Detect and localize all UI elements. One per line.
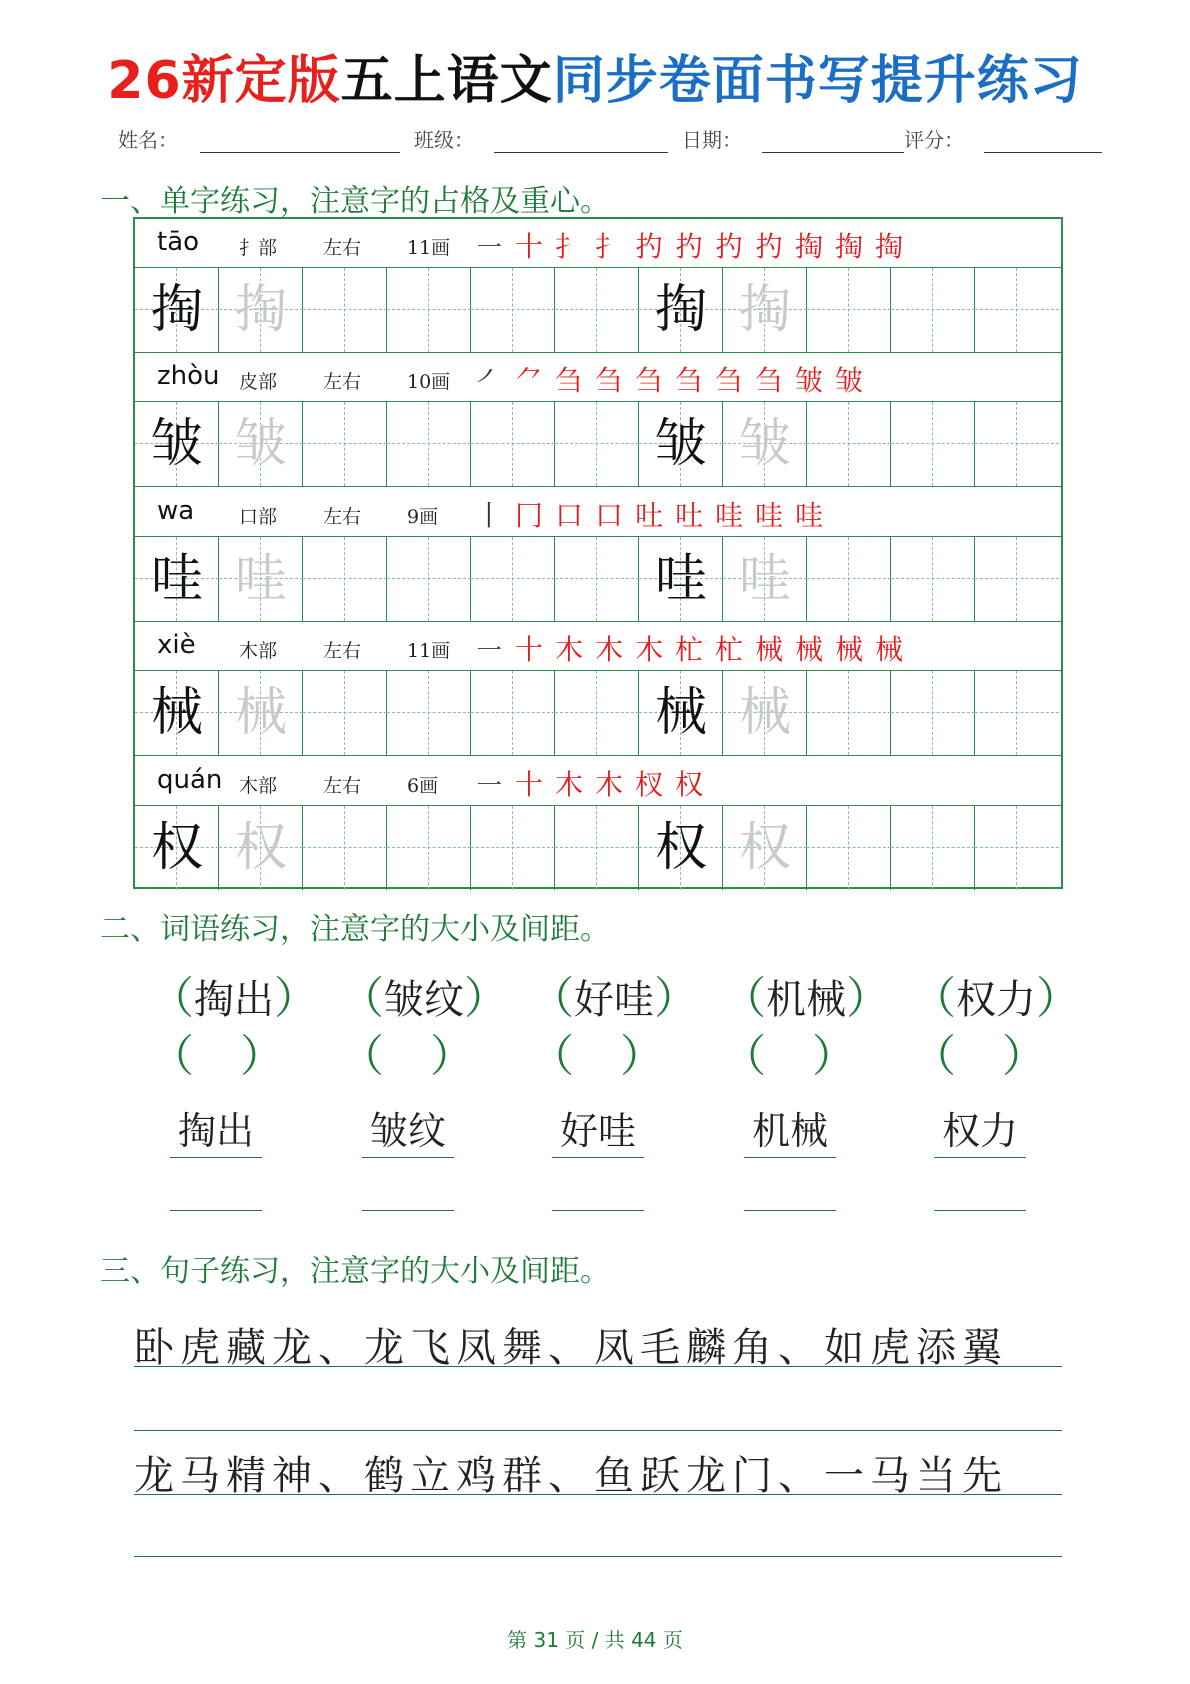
trace-character: 械 bbox=[738, 683, 791, 743]
class-label: 班级： bbox=[414, 128, 474, 152]
guide-line bbox=[344, 806, 345, 890]
guide-line bbox=[932, 671, 933, 755]
guide-line bbox=[555, 309, 639, 310]
tianzige-cell[interactable] bbox=[471, 268, 555, 352]
tianzige-cell[interactable] bbox=[471, 671, 555, 755]
stroke-step: 十 bbox=[515, 230, 556, 263]
stroke-step: 刍 bbox=[675, 364, 716, 397]
tianzige-cell[interactable] bbox=[387, 671, 471, 755]
pinyin: xiè bbox=[157, 630, 196, 660]
model-character: 哇 bbox=[150, 549, 203, 609]
title-part-red: 26新定版 bbox=[107, 51, 341, 111]
stroke-step: 扚 bbox=[715, 230, 756, 263]
guide-line bbox=[891, 309, 975, 310]
pinyin-answer-box[interactable] bbox=[722, 1020, 862, 1084]
guide-line bbox=[428, 671, 429, 755]
tianzige-cell[interactable] bbox=[135, 806, 219, 890]
guide-line bbox=[512, 671, 513, 755]
stroke-order bbox=[475, 628, 915, 668]
tianzige-cell[interactable] bbox=[135, 402, 219, 486]
stroke-step: 刍 bbox=[595, 364, 636, 397]
trace-character: 权 bbox=[234, 818, 287, 878]
tianzige-cell[interactable] bbox=[975, 402, 1059, 486]
guide-line bbox=[344, 268, 345, 352]
paren-close: ） bbox=[812, 1031, 856, 1082]
stroke-step: 刍 bbox=[635, 364, 676, 397]
guide-line bbox=[891, 712, 975, 713]
trace-character: 皱 bbox=[738, 414, 791, 474]
paren-close: ） bbox=[654, 973, 698, 1024]
stroke-step: 杧 bbox=[675, 633, 716, 666]
stroke-step: 木 bbox=[555, 768, 596, 801]
guide-line bbox=[303, 578, 387, 579]
tianzige-cell[interactable] bbox=[303, 402, 387, 486]
guide-line bbox=[303, 309, 387, 310]
stroke-order bbox=[475, 225, 915, 265]
char-info-band bbox=[135, 353, 1061, 402]
structure: 左右 bbox=[323, 775, 362, 797]
char-practice-row bbox=[135, 671, 1061, 756]
model-character: 掏 bbox=[654, 280, 707, 340]
stroke-order bbox=[475, 494, 835, 534]
guide-line bbox=[932, 402, 933, 486]
guide-line bbox=[428, 537, 429, 621]
guide-line bbox=[471, 578, 555, 579]
guide-line bbox=[848, 671, 849, 755]
sentence-1: 卧虎藏龙、龙飞凤舞、凤毛麟角、如虎添翼 bbox=[134, 1325, 1008, 1371]
stroke-step: 丨 bbox=[475, 499, 516, 532]
tianzige-cell[interactable] bbox=[639, 537, 723, 621]
guide-line bbox=[471, 847, 555, 848]
paren-open: （ bbox=[722, 973, 766, 1024]
guide-line bbox=[428, 402, 429, 486]
tianzige-cell[interactable] bbox=[723, 268, 807, 352]
tianzige-cell[interactable] bbox=[219, 671, 303, 755]
tianzige-cell[interactable] bbox=[723, 402, 807, 486]
tianzige-cell[interactable] bbox=[639, 671, 723, 755]
char-info-band bbox=[135, 622, 1061, 671]
guide-line bbox=[387, 443, 471, 444]
paren-close: ） bbox=[846, 973, 890, 1024]
guide-line bbox=[471, 443, 555, 444]
tianzige-cell[interactable] bbox=[975, 268, 1059, 352]
tianzige-cell[interactable] bbox=[555, 806, 639, 890]
tianzige-cell[interactable] bbox=[639, 402, 723, 486]
paren-close: ） bbox=[464, 973, 508, 1024]
tianzige-cell[interactable] bbox=[471, 402, 555, 486]
guide-line bbox=[807, 847, 891, 848]
word-writing-line[interactable] bbox=[170, 1210, 262, 1211]
stroke-step: 杈 bbox=[635, 768, 676, 801]
pinyin: tāo bbox=[157, 227, 200, 257]
guide-line bbox=[807, 578, 891, 579]
stroke-step: 械 bbox=[755, 633, 796, 666]
stroke-step: 刍 bbox=[555, 364, 596, 397]
stroke-step: 械 bbox=[875, 633, 916, 666]
guide-line bbox=[596, 671, 597, 755]
stroke-step: 刍 bbox=[715, 364, 756, 397]
tianzige-cell[interactable] bbox=[387, 268, 471, 352]
tianzige-cell[interactable] bbox=[639, 806, 723, 890]
trace-character: 哇 bbox=[738, 549, 791, 609]
name-label: 姓名： bbox=[118, 128, 178, 152]
guide-line bbox=[303, 847, 387, 848]
guide-line bbox=[848, 806, 849, 890]
word-writing-line[interactable] bbox=[362, 1210, 454, 1211]
guide-line bbox=[932, 268, 933, 352]
tianzige-cell[interactable] bbox=[219, 268, 303, 352]
pinyin-answer-box[interactable] bbox=[340, 1020, 480, 1084]
name-field[interactable] bbox=[200, 152, 400, 153]
stroke-step: ㇐ bbox=[475, 633, 516, 666]
section1-title: 一、单字练习，注意字的占格及重心。 bbox=[100, 184, 610, 219]
char-info-band bbox=[135, 488, 1061, 537]
tianzige-cell[interactable] bbox=[807, 402, 891, 486]
section3-title: 三、句子练习，注意字的大小及间距。 bbox=[100, 1254, 610, 1289]
stroke-step: ㇒ bbox=[475, 364, 516, 397]
stroke-step: 木 bbox=[635, 633, 676, 666]
stroke-step: 扚 bbox=[635, 230, 676, 263]
structure: 左右 bbox=[323, 506, 362, 528]
radical: 木部 bbox=[239, 775, 278, 797]
structure: 左右 bbox=[323, 371, 362, 393]
guide-line bbox=[428, 268, 429, 352]
stroke-step: 权 bbox=[675, 768, 716, 801]
char-practice-row bbox=[135, 402, 1061, 487]
guide-line bbox=[596, 806, 597, 890]
tianzige-cell[interactable] bbox=[975, 671, 1059, 755]
model-word: 掏出 bbox=[170, 1100, 262, 1158]
guide-line bbox=[344, 537, 345, 621]
stroke-step: 杧 bbox=[715, 633, 756, 666]
word-with-pinyin-box bbox=[912, 962, 1080, 1026]
guide-line bbox=[1016, 806, 1017, 890]
guide-line bbox=[303, 443, 387, 444]
strokes-count: 6画 bbox=[407, 775, 439, 797]
page-title bbox=[0, 38, 1190, 113]
date-label: 日期： bbox=[682, 128, 742, 152]
tianzige-cell[interactable] bbox=[555, 402, 639, 486]
model-word: 权力 bbox=[934, 1100, 1026, 1158]
paren-close: ） bbox=[274, 973, 318, 1024]
paren-open: （ bbox=[340, 1031, 384, 1082]
stroke-order bbox=[475, 359, 875, 399]
word-with-pinyin-box bbox=[150, 962, 318, 1026]
word-with-pinyin-box bbox=[530, 962, 698, 1026]
sentence-2: 龙马精神、鹤立鸡群、鱼跃龙门、一马当先 bbox=[134, 1453, 1008, 1499]
stroke-step: ⺈ bbox=[515, 364, 556, 397]
tianzige-cell[interactable] bbox=[891, 268, 975, 352]
word-text: 好哇 bbox=[574, 977, 654, 1023]
guide-line bbox=[428, 806, 429, 890]
pinyin: wa bbox=[157, 496, 195, 526]
pinyin-answer-box[interactable] bbox=[530, 1020, 670, 1084]
strokes-count: 11画 bbox=[407, 237, 451, 259]
guide-line bbox=[303, 712, 387, 713]
tianzige-cell[interactable] bbox=[135, 671, 219, 755]
guide-line bbox=[975, 578, 1059, 579]
stroke-step: 十 bbox=[515, 633, 556, 666]
strokes-count: 11画 bbox=[407, 640, 451, 662]
pinyin-answer-box[interactable] bbox=[150, 1020, 290, 1084]
word-text: 掏出 bbox=[194, 977, 274, 1023]
word-text: 机械 bbox=[766, 977, 846, 1023]
model-word: 皱纹 bbox=[362, 1100, 454, 1158]
tianzige-cell[interactable] bbox=[807, 806, 891, 890]
stroke-step: 扚 bbox=[755, 230, 796, 263]
model-character: 械 bbox=[150, 683, 203, 743]
tianzige-cell[interactable] bbox=[723, 806, 807, 890]
tianzige-cell[interactable] bbox=[723, 537, 807, 621]
guide-line bbox=[344, 671, 345, 755]
model-character: 权 bbox=[654, 818, 707, 878]
pinyin: quán bbox=[157, 765, 223, 795]
tianzige-cell[interactable] bbox=[303, 537, 387, 621]
structure: 左右 bbox=[323, 640, 362, 662]
stroke-step: 吐 bbox=[635, 499, 676, 532]
stroke-step: 刍 bbox=[755, 364, 796, 397]
tianzige-cell[interactable] bbox=[891, 671, 975, 755]
word-with-pinyin-box bbox=[340, 962, 508, 1026]
tianzige-cell[interactable] bbox=[723, 671, 807, 755]
guide-line bbox=[387, 847, 471, 848]
char-practice-row bbox=[135, 806, 1061, 890]
model-word: 机械 bbox=[744, 1100, 836, 1158]
guide-line bbox=[555, 712, 639, 713]
tianzige-cell[interactable] bbox=[975, 537, 1059, 621]
structure: 左右 bbox=[323, 237, 362, 259]
guide-line bbox=[596, 537, 597, 621]
guide-line bbox=[555, 443, 639, 444]
paren-close: ） bbox=[620, 1031, 664, 1082]
stroke-step: ㇐ bbox=[475, 230, 516, 263]
trace-character: 权 bbox=[738, 818, 791, 878]
model-character: 哇 bbox=[654, 549, 707, 609]
paren-open: （ bbox=[530, 1031, 574, 1082]
guide-line bbox=[1016, 402, 1017, 486]
strokes-count: 9画 bbox=[407, 506, 439, 528]
guide-line bbox=[596, 402, 597, 486]
model-character: 械 bbox=[654, 683, 707, 743]
sentence-1-practice-line[interactable] bbox=[134, 1430, 1062, 1431]
sentence-2-practice-line[interactable] bbox=[134, 1556, 1062, 1557]
stroke-step: 哇 bbox=[755, 499, 796, 532]
model-character: 皱 bbox=[150, 414, 203, 474]
tianzige-cell[interactable] bbox=[807, 671, 891, 755]
pinyin-answer-box[interactable] bbox=[912, 1020, 1052, 1084]
guide-line bbox=[975, 443, 1059, 444]
guide-line bbox=[1016, 537, 1017, 621]
word-writing-line[interactable] bbox=[934, 1210, 1026, 1211]
guide-line bbox=[975, 309, 1059, 310]
tianzige-cell[interactable] bbox=[219, 806, 303, 890]
tianzige-cell[interactable] bbox=[471, 537, 555, 621]
guide-line bbox=[807, 443, 891, 444]
stroke-step: 十 bbox=[515, 768, 556, 801]
trace-character: 掏 bbox=[738, 280, 791, 340]
guide-line bbox=[512, 806, 513, 890]
radical: 扌部 bbox=[239, 237, 278, 259]
stroke-step: 冂 bbox=[515, 499, 556, 532]
tianzige-cell[interactable] bbox=[303, 671, 387, 755]
sentence-2-underline bbox=[134, 1494, 1062, 1495]
guide-line bbox=[975, 847, 1059, 848]
paren-open: （ bbox=[150, 1031, 194, 1082]
model-character: 掏 bbox=[150, 280, 203, 340]
paren-open: （ bbox=[722, 1031, 766, 1082]
guide-line bbox=[848, 268, 849, 352]
tianzige-cell[interactable] bbox=[807, 268, 891, 352]
score-label: 评分： bbox=[904, 128, 964, 152]
tianzige-cell[interactable] bbox=[387, 402, 471, 486]
guide-line bbox=[344, 402, 345, 486]
stroke-step: 哇 bbox=[795, 499, 836, 532]
word-writing-line[interactable] bbox=[552, 1210, 644, 1211]
paren-close: ） bbox=[430, 1031, 474, 1082]
guide-line bbox=[807, 712, 891, 713]
radical: 皮部 bbox=[239, 371, 278, 393]
title-part-blue: 同步卷面书写提升练习 bbox=[552, 51, 1083, 111]
trace-character: 哇 bbox=[234, 549, 287, 609]
stroke-step: 哇 bbox=[715, 499, 756, 532]
stroke-step: 掏 bbox=[835, 230, 876, 263]
stroke-step: 口 bbox=[555, 499, 596, 532]
tianzige-cell[interactable] bbox=[303, 268, 387, 352]
guide-line bbox=[387, 309, 471, 310]
guide-line bbox=[1016, 671, 1017, 755]
tianzige-cell[interactable] bbox=[471, 806, 555, 890]
class-field[interactable] bbox=[494, 152, 668, 153]
guide-line bbox=[975, 712, 1059, 713]
tianzige-cell[interactable] bbox=[387, 806, 471, 890]
tianzige-cell[interactable] bbox=[219, 537, 303, 621]
trace-character: 械 bbox=[234, 683, 287, 743]
guide-line bbox=[932, 537, 933, 621]
sentence-1-underline bbox=[134, 1366, 1062, 1367]
tianzige-cell[interactable] bbox=[555, 671, 639, 755]
title-part-black: 五上语文 bbox=[340, 51, 553, 111]
word-with-pinyin-box bbox=[722, 962, 890, 1026]
tianzige-cell[interactable] bbox=[135, 537, 219, 621]
stroke-step: 掏 bbox=[875, 230, 916, 263]
guide-line bbox=[1016, 268, 1017, 352]
stroke-step: 木 bbox=[595, 768, 636, 801]
pinyin: zhòu bbox=[157, 361, 220, 391]
word-text: 权力 bbox=[956, 977, 1036, 1023]
paren-close: ） bbox=[1036, 973, 1080, 1024]
guide-line bbox=[891, 847, 975, 848]
radical: 木部 bbox=[239, 640, 278, 662]
char-practice-row bbox=[135, 537, 1061, 622]
word-text: 皱纹 bbox=[384, 977, 464, 1023]
radical: 口部 bbox=[239, 506, 278, 528]
tianzige-cell[interactable] bbox=[303, 806, 387, 890]
paren-open: （ bbox=[530, 973, 574, 1024]
stroke-step: 械 bbox=[795, 633, 836, 666]
paren-open: （ bbox=[340, 973, 384, 1024]
guide-line bbox=[512, 268, 513, 352]
word-writing-line[interactable] bbox=[744, 1210, 836, 1211]
char-practice-row bbox=[135, 268, 1061, 353]
char-info-band bbox=[135, 219, 1061, 268]
guide-line bbox=[512, 402, 513, 486]
stroke-step: 械 bbox=[835, 633, 876, 666]
stroke-step: 木 bbox=[555, 633, 596, 666]
guide-line bbox=[387, 712, 471, 713]
tianzige-cell[interactable] bbox=[387, 537, 471, 621]
strokes-count: 10画 bbox=[407, 371, 451, 393]
model-word: 好哇 bbox=[552, 1100, 644, 1158]
paren-close: ） bbox=[240, 1031, 284, 1082]
tianzige-cell[interactable] bbox=[219, 402, 303, 486]
page-footer: 第 31 页 / 共 44 页 bbox=[507, 1628, 683, 1652]
stroke-step: 木 bbox=[595, 633, 636, 666]
guide-line bbox=[387, 578, 471, 579]
guide-line bbox=[848, 537, 849, 621]
section2-title: 二、词语练习，注意字的大小及间距。 bbox=[100, 912, 610, 947]
paren-open: （ bbox=[150, 973, 194, 1024]
tianzige-cell[interactable] bbox=[555, 268, 639, 352]
guide-line bbox=[932, 806, 933, 890]
stroke-step: 扌 bbox=[555, 230, 596, 263]
char-info-band bbox=[135, 757, 1061, 806]
guide-line bbox=[512, 537, 513, 621]
model-character: 权 bbox=[150, 818, 203, 878]
score-field[interactable] bbox=[984, 152, 1102, 153]
stroke-order bbox=[475, 763, 715, 803]
guide-line bbox=[555, 847, 639, 848]
stroke-step: 扌 bbox=[595, 230, 636, 263]
guide-line bbox=[555, 578, 639, 579]
tianzige-cell[interactable] bbox=[975, 806, 1059, 890]
stroke-step: 皱 bbox=[795, 364, 836, 397]
stroke-step: 掏 bbox=[795, 230, 836, 263]
paren-open: （ bbox=[912, 973, 956, 1024]
tianzige-cell[interactable] bbox=[807, 537, 891, 621]
guide-line bbox=[807, 309, 891, 310]
model-character: 皱 bbox=[654, 414, 707, 474]
tianzige-cell[interactable] bbox=[639, 268, 723, 352]
stroke-step: 口 bbox=[595, 499, 636, 532]
stroke-step: 皱 bbox=[835, 364, 876, 397]
tianzige-cell[interactable] bbox=[891, 806, 975, 890]
trace-character: 皱 bbox=[234, 414, 287, 474]
trace-character: 掏 bbox=[234, 280, 287, 340]
stroke-step: ㇐ bbox=[475, 768, 516, 801]
tianzige-cell[interactable] bbox=[891, 402, 975, 486]
tianzige-cell[interactable] bbox=[555, 537, 639, 621]
guide-line bbox=[596, 268, 597, 352]
stroke-step: 扚 bbox=[675, 230, 716, 263]
paren-close: ） bbox=[1002, 1031, 1046, 1082]
guide-line bbox=[891, 578, 975, 579]
guide-line bbox=[471, 712, 555, 713]
paren-open: （ bbox=[912, 1031, 956, 1082]
guide-line bbox=[471, 309, 555, 310]
date-field[interactable] bbox=[762, 152, 904, 153]
stroke-step: 吐 bbox=[675, 499, 716, 532]
tianzige-cell[interactable] bbox=[135, 268, 219, 352]
character-practice-grid bbox=[133, 217, 1063, 889]
tianzige-cell[interactable] bbox=[891, 537, 975, 621]
guide-line bbox=[891, 443, 975, 444]
guide-line bbox=[848, 402, 849, 486]
